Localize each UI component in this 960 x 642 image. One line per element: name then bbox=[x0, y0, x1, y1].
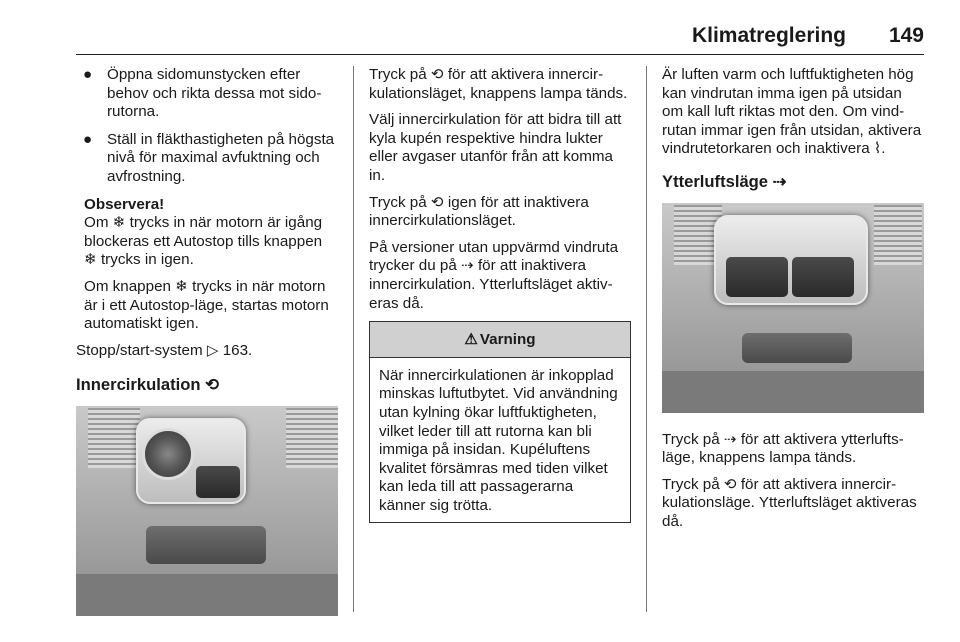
bullet-item bbox=[76, 66, 338, 122]
bullet-text: Öppna sidomunstycken efter behov och rikta dessa mot sidorutorna. bbox=[107, 66, 322, 121]
recirculation-button bbox=[726, 257, 788, 297]
note-title: Observera! bbox=[84, 195, 165, 213]
control-panel bbox=[146, 526, 266, 564]
air-vent bbox=[874, 205, 922, 265]
note-paragraph: Om knappen ❄ trycks in när motorn är i ett Autostop-läge, startas motorn automatiskt igen. bbox=[84, 277, 329, 333]
page-number: 149 bbox=[888, 24, 924, 47]
air-vent bbox=[88, 408, 140, 468]
paragraph: Välj innercirkulation för att bidra till att kyla kupén respektive hindra lukter eller avgaser utanför från att komma in. bbox=[369, 111, 622, 184]
bullet-glyph: ● bbox=[83, 66, 93, 83]
outside-air-button bbox=[792, 257, 854, 297]
lower-console bbox=[662, 371, 924, 413]
cross-reference: Stopp/start-system ▷ 163. bbox=[76, 341, 253, 359]
warning-header bbox=[370, 322, 630, 358]
warning-box bbox=[369, 321, 631, 523]
zoom-inset bbox=[136, 418, 246, 504]
air-vent bbox=[286, 408, 338, 468]
paragraph: På versioner utan uppvärmd vindruta trycker du på ⇢ för att inaktivera innercirkulation. Ytterluftsläget aktiveras då. bbox=[369, 238, 619, 312]
paragraph: Tryck på ⟲ för att aktivera innercirkulationsläget, knappens lampa tänds. bbox=[369, 66, 628, 102]
note-paragraph: Om ❄ trycks in när motorn är igång blockeras ett Autostop tills knappen ❄ trycks in igen. bbox=[84, 214, 323, 269]
column-divider bbox=[646, 66, 647, 612]
bullet-glyph: ● bbox=[83, 130, 93, 148]
paragraph: Tryck på ⟲ för att aktivera innercirkulationsläge. Ytterluftsläget aktiveras då. bbox=[662, 475, 917, 530]
column-divider bbox=[353, 66, 354, 612]
knob-icon bbox=[142, 428, 194, 480]
paragraph: Tryck på ⇢ för att aktivera ytterluftsläge, knappens lampa tänds. bbox=[662, 430, 904, 467]
bullet-item bbox=[76, 131, 338, 187]
bullet-text: Ställ in fläkthastigheten på högsta nivå för maximal avfuktning och avfrostning. bbox=[107, 130, 335, 185]
note-block bbox=[76, 196, 338, 334]
paragraph: Tryck på ⟲ igen för att inaktivera innercirkulationsläget. bbox=[369, 193, 589, 230]
column-1 bbox=[76, 66, 338, 616]
column-2 bbox=[369, 66, 631, 523]
column-3 bbox=[662, 66, 924, 540]
page-header bbox=[76, 24, 924, 56]
control-panel bbox=[742, 333, 852, 363]
warning-text: När innercirkulationen är inkopplad minskas luftutbytet. Vid användning utan kylning ökar luftfuktigheten, vilket leder till att rutorna kan bli immiga på insidan. Kupéluftens kvalitet försämras med tiden vilket kan leda till att passagerarna känner sig trötta. bbox=[379, 366, 618, 514]
warning-title: Varning bbox=[479, 331, 536, 349]
photo-recirculation-button bbox=[76, 406, 338, 616]
photo-outside-air-button bbox=[662, 203, 924, 413]
paragraph: Är luften varm och luftfuktigheten hög kan vindrutan imma igen på utsidan om kall luft riktas mot den. Om vindrutan immar igen från utsidan, aktivera vindrutetorkaren och inaktivera ⌇. bbox=[662, 66, 922, 158]
chapter-title: Klimatreglering bbox=[691, 24, 846, 47]
recirculation-button bbox=[196, 466, 240, 498]
zoom-inset bbox=[714, 215, 868, 305]
lower-console bbox=[76, 574, 338, 616]
section-heading: Ytterluftsläge ⇢ bbox=[662, 171, 787, 191]
section-heading: Innercirkulation ⟲ bbox=[76, 375, 219, 395]
header-rule bbox=[76, 54, 924, 55]
warning-icon: ⚠ bbox=[464, 331, 478, 349]
